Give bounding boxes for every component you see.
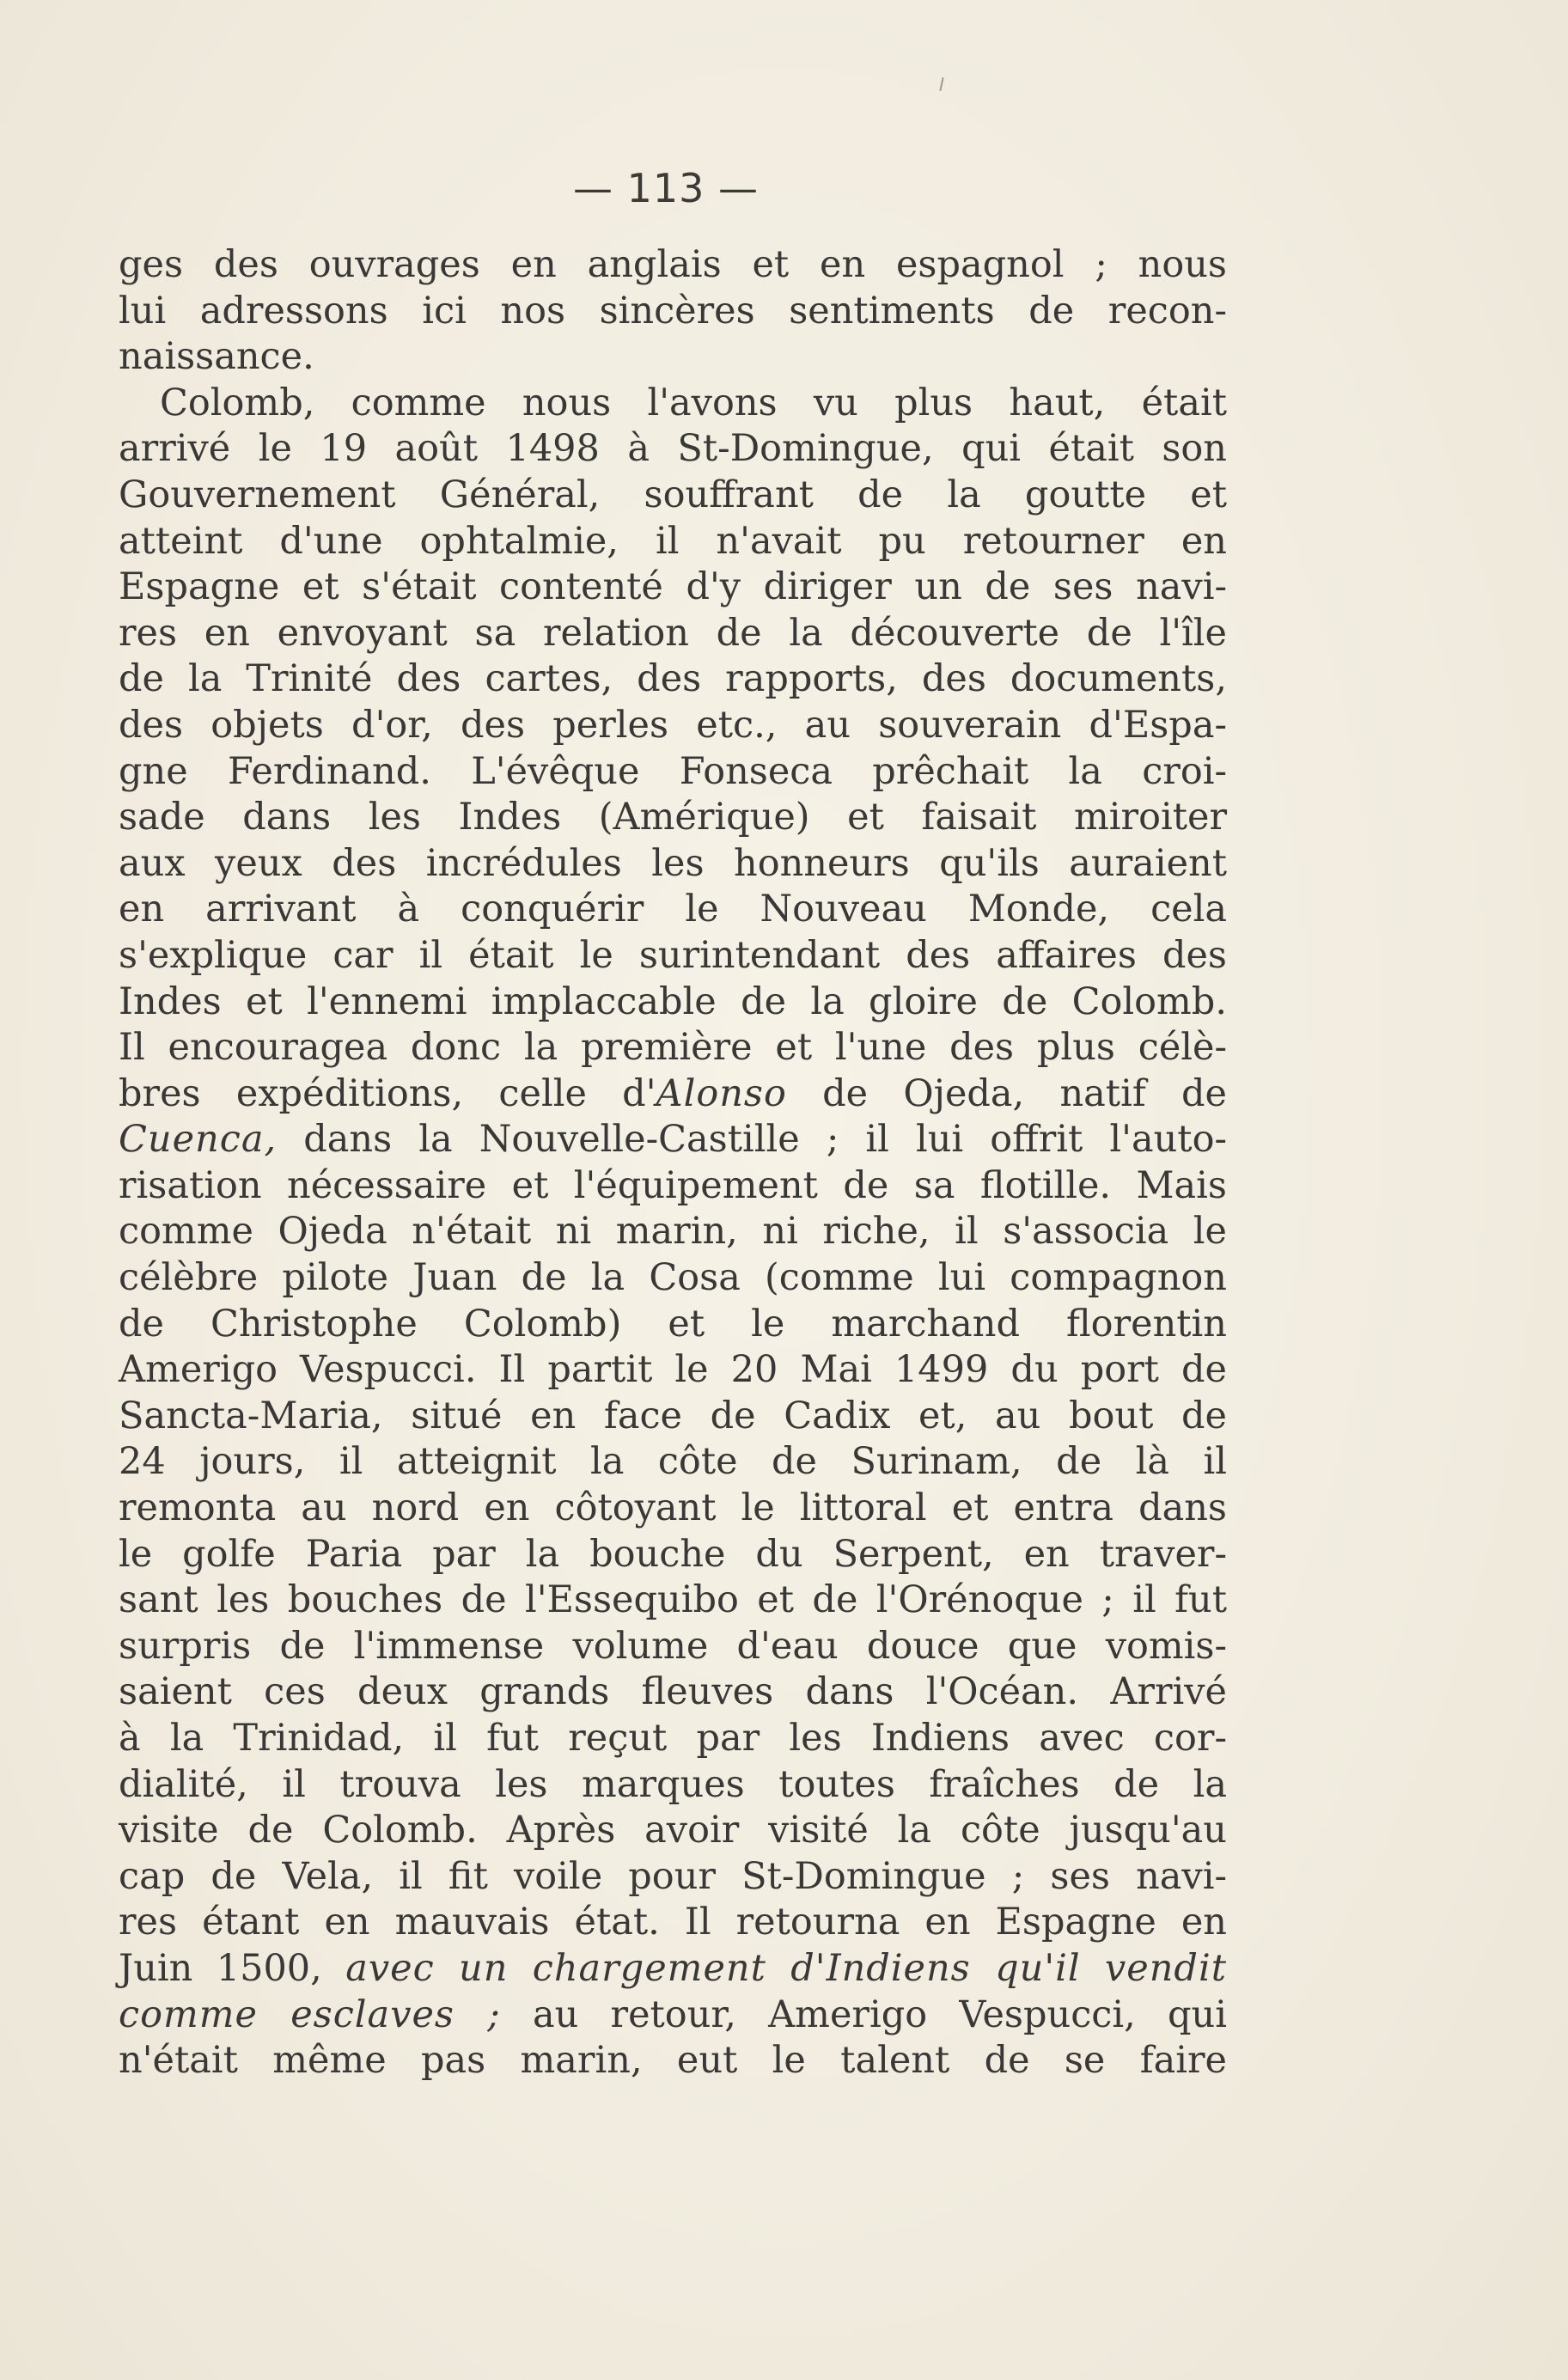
text-line bbox=[119, 1946, 1227, 1992]
italic-phrase: comme esclaves ; bbox=[119, 1992, 501, 2036]
text-line: de Christophe Colomb) et le marchand florentin bbox=[119, 1302, 1227, 1346]
text-line: arrivé le 19 août 1498 à St-Domingue, qui était son bbox=[119, 427, 1227, 471]
text-line: Sancta-Maria, situé en face de Cadix et, au bout de bbox=[119, 1394, 1227, 1437]
text-line: cap de Vela, il fit voile pour St-Domingue ; ses navi- bbox=[119, 1854, 1227, 1898]
text-run: dans la Nouvelle-Castille ; il lui offrit l'auto- bbox=[277, 1118, 1227, 1162]
text-line: visite de Colomb. Après avoir visité la côte jusqu'au bbox=[119, 1809, 1227, 1852]
text-line: n'était même pas marin, eut le talent de se faire bbox=[119, 2039, 1227, 2083]
text-line: dialité, il trouva les marques toutes fraîches de la bbox=[119, 1762, 1227, 1806]
text-line: Indes et l'ennemi implaccable de la gloire de Colomb. bbox=[119, 979, 1227, 1023]
italic-name: Alonso bbox=[656, 1071, 787, 1115]
text-line: Gouvernement Général, souffrant de la goutte et bbox=[119, 473, 1227, 516]
text-line: à la Trinidad, il fut reçut par les Indiens avec cor- bbox=[119, 1717, 1227, 1760]
text-line: surpris de l'immense volume d'eau douce que vomis- bbox=[119, 1624, 1227, 1668]
text-line: Colomb, comme nous l'avons vu plus haut, était bbox=[160, 381, 1227, 424]
text-line: célèbre pilote Juan de la Cosa (comme lui compagnon bbox=[119, 1256, 1227, 1300]
text-line: res en envoyant sa relation de la découverte de l'île bbox=[119, 611, 1227, 655]
text-line: le golfe Paria par la bouche du Serpent, en traver- bbox=[119, 1532, 1227, 1576]
text-line: naissance. bbox=[119, 335, 314, 379]
text-line: de la Trinité des cartes, des rapports, des documents, bbox=[119, 657, 1227, 701]
text-line: 24 jours, il atteignit la côte de Surinam, de là il bbox=[119, 1440, 1227, 1484]
text-run: au retour, Amerigo Vespucci, qui bbox=[500, 1992, 1227, 2036]
text-line: comme Ojeda n'était ni marin, ni riche, il s'associa le bbox=[119, 1210, 1227, 1254]
text-line: saient ces deux grands fleuves dans l'Océan. Arrivé bbox=[119, 1670, 1227, 1714]
text-line: gne Ferdinand. L'évêque Fonseca prêchait la croi- bbox=[119, 749, 1227, 793]
italic-name: Cuenca, bbox=[119, 1118, 278, 1162]
text-line: sade dans les Indes (Amérique) et faisait miroiter bbox=[119, 796, 1227, 839]
print-speck bbox=[939, 77, 943, 91]
body-text bbox=[119, 242, 1227, 2084]
text-line: risation nécessaire et l'équipement de sa flotille. Mais bbox=[119, 1163, 1227, 1207]
text-line: lui adressons ici nos sincères sentiments de recon- bbox=[119, 289, 1227, 333]
text-line: sant les bouches de l'Essequibo et de l'Orénoque ; il fut bbox=[119, 1578, 1227, 1622]
text-line: Il encouragea donc la première et l'une des plus célè- bbox=[119, 1026, 1227, 1070]
text-line: des objets d'or, des perles etc., au souverain d'Espa- bbox=[119, 703, 1227, 747]
text-line: s'explique car il était le surintendant des affaires des bbox=[119, 933, 1227, 977]
text-line: Espagne et s'était contenté d'y diriger un de ses navi- bbox=[119, 565, 1227, 609]
text-line: en arrivant à conquérir le Nouveau Monde, cela bbox=[119, 888, 1227, 931]
text-line bbox=[119, 1992, 1227, 2039]
text-line bbox=[119, 1071, 1227, 1118]
text-run: Juin 1500, bbox=[119, 1946, 346, 1990]
text-run: bres expéditions, celle d' bbox=[119, 1071, 656, 1115]
text-line: remonta au nord en côtoyant le littoral et entra dans bbox=[119, 1486, 1227, 1530]
text-run: de Ojeda, natif de bbox=[786, 1071, 1227, 1115]
text-line: ges des ouvrages en anglais et en espagnol ; nous bbox=[119, 243, 1227, 286]
text-line: res étant en mauvais état. Il retourna en Espagne en bbox=[119, 1901, 1227, 1944]
page-number: — 113 — bbox=[572, 165, 760, 211]
text-line: Amerigo Vespucci. Il partit le 20 Mai 1499 du port de bbox=[119, 1348, 1227, 1392]
text-line: aux yeux des incrédules les honneurs qu'ils auraient bbox=[119, 841, 1227, 885]
text-line: atteint d'une ophtalmie, il n'avait pu retourner en bbox=[119, 519, 1227, 563]
italic-phrase: avec un chargement d'Indiens qu'il vendit bbox=[345, 1946, 1227, 1990]
text-line bbox=[119, 1117, 1227, 1163]
